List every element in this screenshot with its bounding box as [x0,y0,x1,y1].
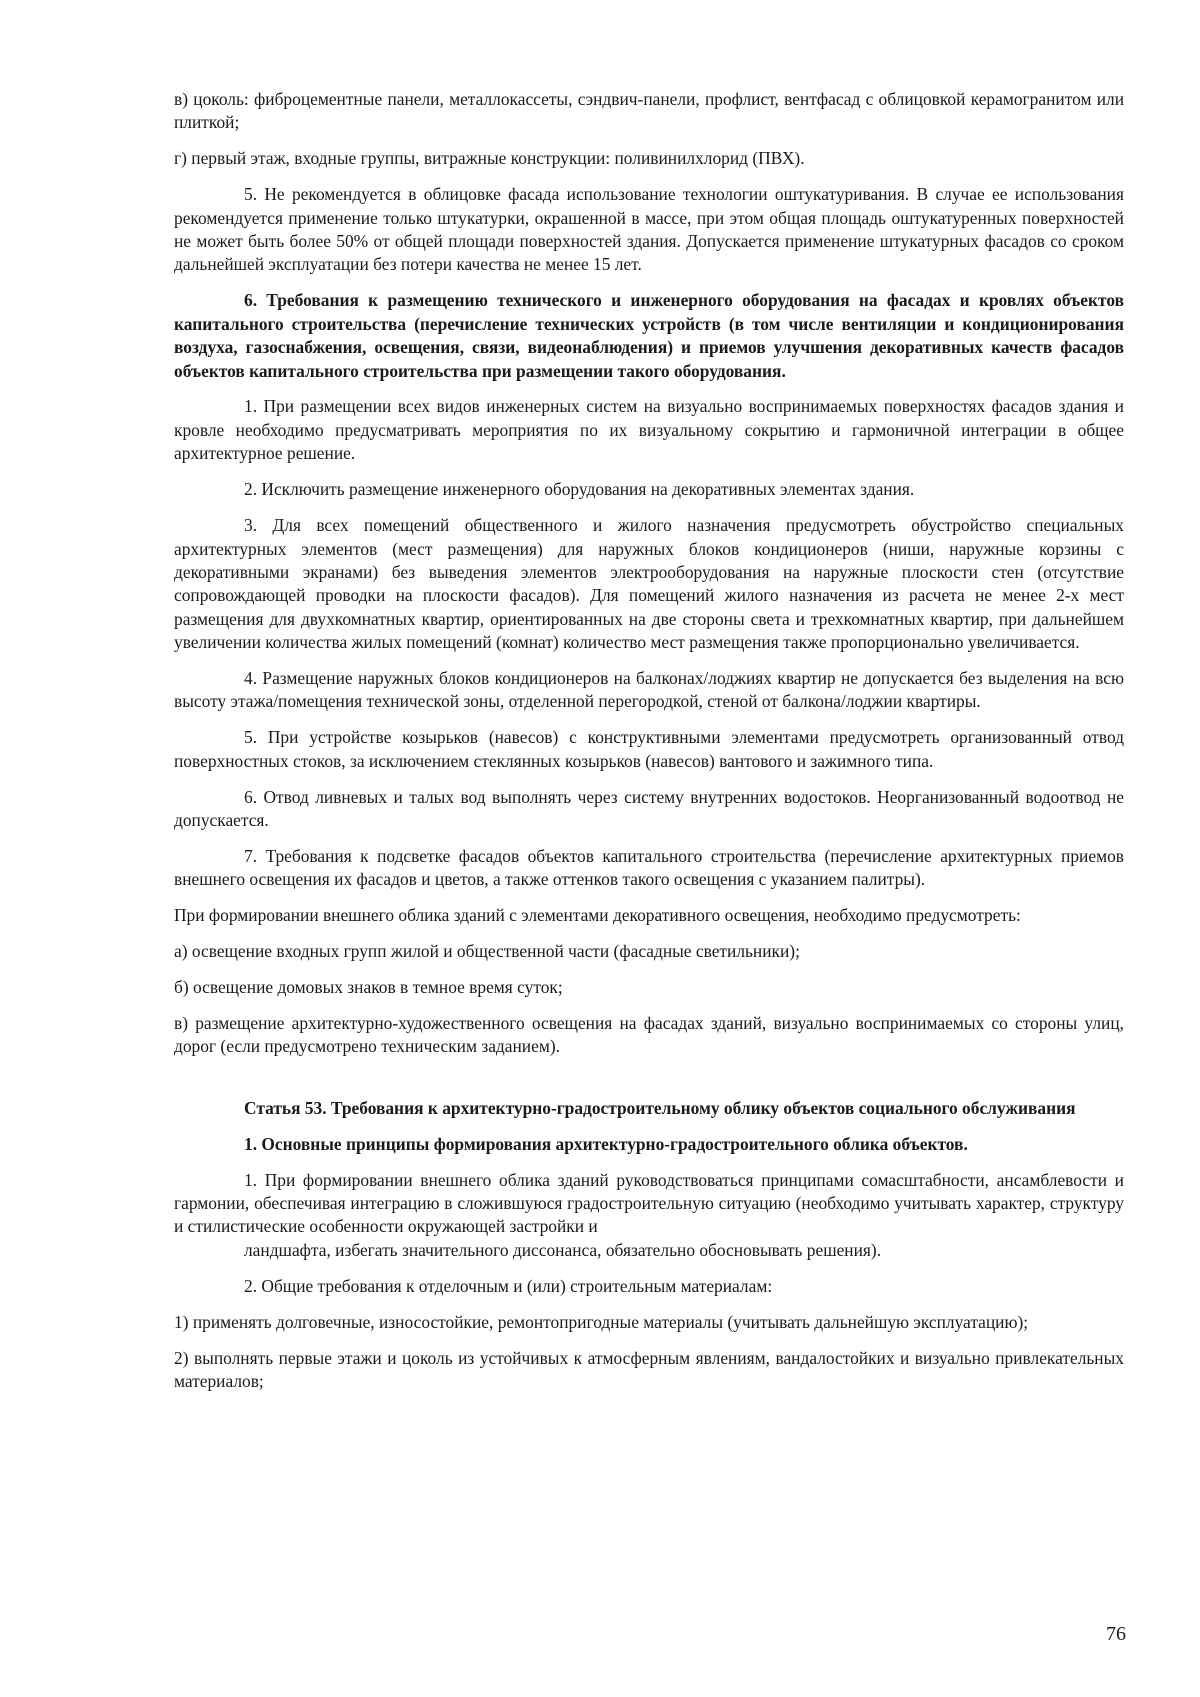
article-heading: Статья 53. Требования к архитектурно-градостроительному облику объектов социального обслуживания [244,1097,1076,1118]
paragraph-balcony-units: 4. Размещение наружных блоков кондиционеров на балконах/лоджиях квартир не допускается без выделения на всю высоту этажа/помещения технической зоны, отделенной перегородкой, стеной от балкона/лоджии квартиры. [174,668,1124,712]
paragraph-scale-harmony-continued [174,1239,1124,1262]
paragraph-plaster-restriction: 5. Не рекомендуется в облицовке фасада использование технологии оштукатуривания. В случае ее использования рекомендуется применение только штукатурки, окрашенной в массе, при этом общая площадь оштукатуренных поверхностей не может быть более 50% от общей площади поверхностей здания. Допускается применение штукатурных фасадов со сроком дальнейшей эксплуатации без потери качества не менее 15 лет. [174,184,1124,275]
paragraph-drainage: 6. Отвод ливневых и талых вод выполнять через систему внутренних водостоков. Неорганизованный водоотвод не допускается. [174,786,1124,831]
list-item-durable-materials: 1) применять долговечные, износостойкие, ремонтопригодные материалы (учитывать дальнейшую эксплуатацию); [174,1311,1029,1332]
paragraph-decorative-elements: 2. Исключить размещение инженерного оборудования на декоративных элементах здания. [244,479,915,500]
paragraph-canopies: 5. При устройстве козырьков (навесов) с конструктивными элементами предусмотреть организованный отвод поверхностных стоков, за исключением стеклянных козырьков (навесов) вантового и зажимного типа. [174,727,1124,771]
page-number: 76 [1106,1623,1126,1645]
paragraph-first-floor-materials: г) первый этаж, входные группы, витражные конструкции: поливинилхлорид (ПВХ). [174,148,805,169]
list-item-entrance-lighting: а) освещение входных групп жилой и общественной части (фасадные светильники); [174,941,800,962]
paragraph-engineering-concealment: 1. При размещении всех видов инженерных систем на визуально воспринимаемых поверхностях фасадов здания и кровле необходимо предусматривать мероприятия по их визуальному сокрытию и гармоничной интеграции в общее архитектурное решение. [174,396,1124,464]
paragraph-plinth-materials: в) цоколь: фиброцементные панели, металлокассеты, сэндвич-панели, профлист, вентфасад с облицовкой керамогранитом или плиткой; [174,89,1124,133]
subsection-heading-principles: 1. Основные принципы формирования архитектурно-градостроительного облика объектов. [244,1133,968,1154]
page-content [174,88,1124,1406]
paragraph-lighting-intro: При формировании внешнего облика зданий с элементами декоративного освещения, необходимо предусмотреть: [174,905,1021,926]
paragraph-air-conditioner-places: 3. Для всех помещений общественного и жилого назначения предусмотреть обустройство специальных архитектурных элементов (мест размещения) для наружных блоков кондиционеров (ниши, наружные корзины с декоративными экранами) без выведения элементов электрооборудования на наружные плоскости стен (отсутствие сопровождающей проводки на плоскости фасадов). Для помещений жилого назначения из расчета не менее 2-х мест размещения для двухкомнатных квартир, ориентированных на две стороны света и трехкомнатных квартир, при дальнейшем увеличении количества жилых помещений (комнат) количество мест размещения также пропорционально увеличивается. [174,515,1124,653]
list-item-ground-floor-materials: 2) выполнять первые этажи и цоколь из устойчивых к атмосферным явлениям, вандалостойких и визуально привлекательных материалов; [174,1347,1124,1391]
paragraph-materials-requirements: 2. Общие требования к отделочным и (или) строительным материалам: [244,1275,773,1296]
continuation-text: ландшафта, избегать значительного диссонанса, обязательно обосновывать решения). [244,1239,882,1260]
section-heading-engineering-equipment: 6. Требования к размещению технического и инженерного оборудования на фасадах и кровлях объектов капитального строительства (перечисление технических устройств (в том числе вентиляции и кондиционирования воздуха, газоснабжения, освещения, связи, видеонаблюдения) и приемов улучшения декоративных качеств фасадов объектов капитального строительства при размещении такого оборудования. [174,290,1124,381]
list-item-house-signs-lighting: б) освещение домовых знаков в темное время суток; [174,977,563,998]
paragraph-facade-lighting: 7. Требования к подсветке фасадов объектов капитального строительства (перечисление архитектурных приемов внешнего освещения их фасадов и цветов, а также оттенков такого освещения с указанием палитры). [174,845,1124,890]
paragraph-scale-harmony: 1. При формировании внешнего облика зданий руководствоваться принципами сомасштабности, ансамблевости и гармонии, обеспечивая интеграцию в сложившуюся градостроительную ситуацию (необходимо учитывать характер, структуру и стилистические особенности окружающей застройки и [174,1169,1124,1237]
list-item-architectural-lighting: в) размещение архитектурно-художественного освещения на фасадах зданий, визуально воспринимаемых со стороны улиц, дорог (если предусмотрено техническим заданием). [174,1013,1124,1057]
